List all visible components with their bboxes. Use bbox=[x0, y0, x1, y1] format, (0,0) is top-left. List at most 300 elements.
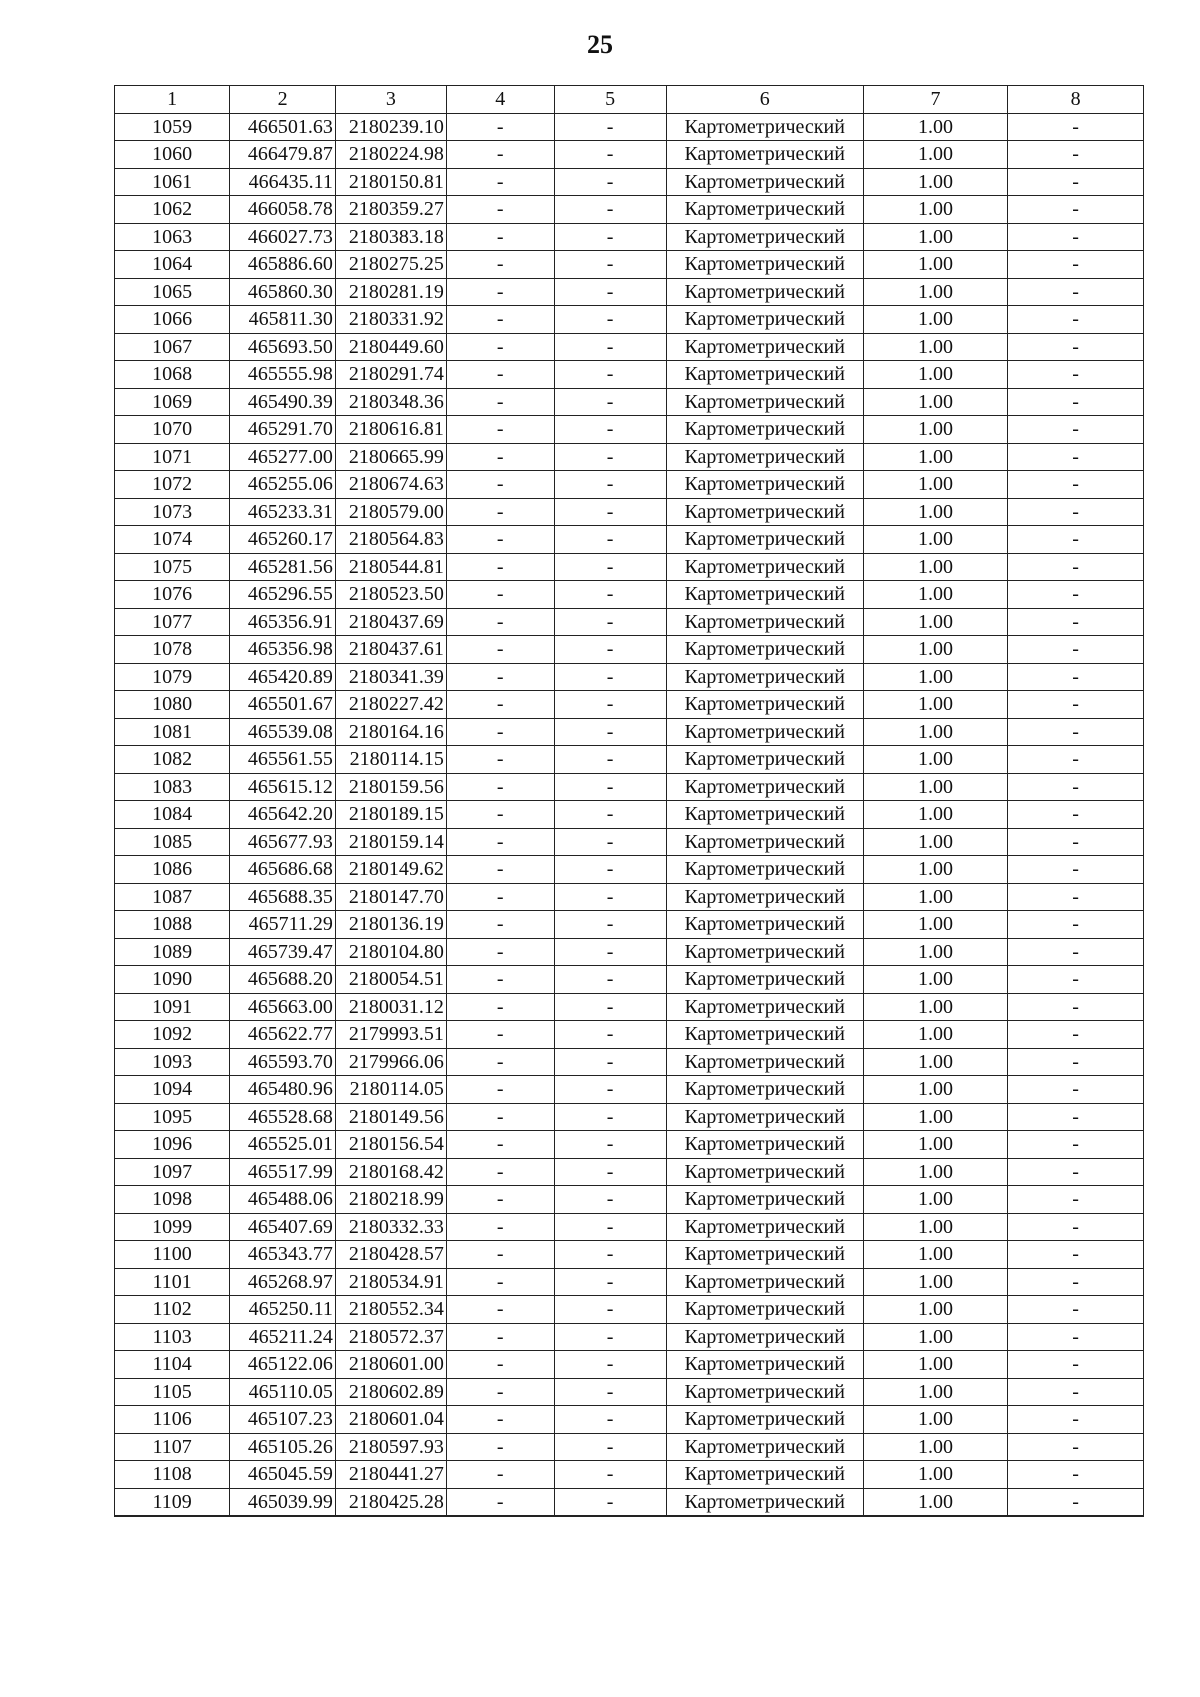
column-5-cell: - bbox=[554, 1488, 666, 1516]
y-coordinate-cell: 2180164.16 bbox=[335, 718, 446, 746]
column-8-cell: - bbox=[1008, 1213, 1144, 1241]
column-5-cell: - bbox=[554, 223, 666, 251]
method-cell: Картометрический bbox=[666, 1461, 863, 1489]
y-coordinate-cell: 2180341.39 bbox=[335, 663, 446, 691]
table-row bbox=[115, 1158, 1144, 1186]
column-8-cell: - bbox=[1008, 608, 1144, 636]
x-coordinate-cell: 465343.77 bbox=[230, 1241, 336, 1269]
table-row bbox=[115, 856, 1144, 884]
column-8-cell: - bbox=[1008, 168, 1144, 196]
y-coordinate-cell: 2180534.91 bbox=[335, 1268, 446, 1296]
x-coordinate-cell: 465110.05 bbox=[230, 1378, 336, 1406]
x-coordinate-cell: 466501.63 bbox=[230, 113, 336, 141]
y-coordinate-cell: 2180437.69 bbox=[335, 608, 446, 636]
point-number-cell: 1071 bbox=[115, 443, 230, 471]
point-number-cell: 1090 bbox=[115, 966, 230, 994]
column-5-cell: - bbox=[554, 333, 666, 361]
header-cell-7: 7 bbox=[863, 86, 1007, 114]
column-5-cell: - bbox=[554, 663, 666, 691]
method-cell: Картометрический bbox=[666, 1186, 863, 1214]
accuracy-cell: 1.00 bbox=[863, 1241, 1007, 1269]
column-8-cell: - bbox=[1008, 883, 1144, 911]
x-coordinate-cell: 465739.47 bbox=[230, 938, 336, 966]
column-4-cell: - bbox=[446, 196, 554, 224]
accuracy-cell: 1.00 bbox=[863, 636, 1007, 664]
y-coordinate-cell: 2180544.81 bbox=[335, 553, 446, 581]
point-number-cell: 1099 bbox=[115, 1213, 230, 1241]
accuracy-cell: 1.00 bbox=[863, 526, 1007, 554]
accuracy-cell: 1.00 bbox=[863, 581, 1007, 609]
column-4-cell: - bbox=[446, 663, 554, 691]
table-row bbox=[115, 663, 1144, 691]
table-row bbox=[115, 1241, 1144, 1269]
table-row bbox=[115, 113, 1144, 141]
x-coordinate-cell: 465233.31 bbox=[230, 498, 336, 526]
column-5-cell: - bbox=[554, 581, 666, 609]
column-5-cell: - bbox=[554, 966, 666, 994]
column-8-cell: - bbox=[1008, 1241, 1144, 1269]
accuracy-cell: 1.00 bbox=[863, 663, 1007, 691]
table-row bbox=[115, 718, 1144, 746]
column-5-cell: - bbox=[554, 828, 666, 856]
accuracy-cell: 1.00 bbox=[863, 388, 1007, 416]
accuracy-cell: 1.00 bbox=[863, 828, 1007, 856]
table-row bbox=[115, 911, 1144, 939]
accuracy-cell: 1.00 bbox=[863, 168, 1007, 196]
column-5-cell: - bbox=[554, 388, 666, 416]
column-4-cell: - bbox=[446, 581, 554, 609]
column-4-cell: - bbox=[446, 1076, 554, 1104]
column-5-cell: - bbox=[554, 911, 666, 939]
method-cell: Картометрический bbox=[666, 636, 863, 664]
accuracy-cell: 1.00 bbox=[863, 746, 1007, 774]
column-8-cell: - bbox=[1008, 416, 1144, 444]
x-coordinate-cell: 465539.08 bbox=[230, 718, 336, 746]
column-8-cell: - bbox=[1008, 1268, 1144, 1296]
header-cell-2: 2 bbox=[230, 86, 336, 114]
column-8-cell: - bbox=[1008, 1488, 1144, 1516]
x-coordinate-cell: 465561.55 bbox=[230, 746, 336, 774]
y-coordinate-cell: 2180674.63 bbox=[335, 471, 446, 499]
table-row bbox=[115, 773, 1144, 801]
column-5-cell: - bbox=[554, 883, 666, 911]
column-8-cell: - bbox=[1008, 526, 1144, 554]
y-coordinate-cell: 2180428.57 bbox=[335, 1241, 446, 1269]
column-4-cell: - bbox=[446, 443, 554, 471]
accuracy-cell: 1.00 bbox=[863, 691, 1007, 719]
column-8-cell: - bbox=[1008, 828, 1144, 856]
point-number-cell: 1076 bbox=[115, 581, 230, 609]
point-number-cell: 1087 bbox=[115, 883, 230, 911]
column-5-cell: - bbox=[554, 526, 666, 554]
column-5-cell: - bbox=[554, 1378, 666, 1406]
column-5-cell: - bbox=[554, 1021, 666, 1049]
column-4-cell: - bbox=[446, 223, 554, 251]
point-number-cell: 1059 bbox=[115, 113, 230, 141]
method-cell: Картометрический bbox=[666, 691, 863, 719]
accuracy-cell: 1.00 bbox=[863, 553, 1007, 581]
column-4-cell: - bbox=[446, 333, 554, 361]
column-4-cell: - bbox=[446, 526, 554, 554]
column-4-cell: - bbox=[446, 553, 554, 581]
column-8-cell: - bbox=[1008, 361, 1144, 389]
table-row bbox=[115, 1488, 1144, 1516]
x-coordinate-cell: 466479.87 bbox=[230, 141, 336, 169]
y-coordinate-cell: 2180156.54 bbox=[335, 1131, 446, 1159]
point-number-cell: 1072 bbox=[115, 471, 230, 499]
x-coordinate-cell: 465688.20 bbox=[230, 966, 336, 994]
column-4-cell: - bbox=[446, 718, 554, 746]
point-number-cell: 1103 bbox=[115, 1323, 230, 1351]
point-number-cell: 1073 bbox=[115, 498, 230, 526]
method-cell: Картометрический bbox=[666, 801, 863, 829]
method-cell: Картометрический bbox=[666, 993, 863, 1021]
point-number-cell: 1080 bbox=[115, 691, 230, 719]
table-row bbox=[115, 1131, 1144, 1159]
column-8-cell: - bbox=[1008, 718, 1144, 746]
x-coordinate-cell: 465250.11 bbox=[230, 1296, 336, 1324]
y-coordinate-cell: 2179993.51 bbox=[335, 1021, 446, 1049]
method-cell: Картометрический bbox=[666, 361, 863, 389]
point-number-cell: 1108 bbox=[115, 1461, 230, 1489]
y-coordinate-cell: 2180441.27 bbox=[335, 1461, 446, 1489]
point-number-cell: 1107 bbox=[115, 1433, 230, 1461]
point-number-cell: 1068 bbox=[115, 361, 230, 389]
column-5-cell: - bbox=[554, 1406, 666, 1434]
column-8-cell: - bbox=[1008, 801, 1144, 829]
y-coordinate-cell: 2180523.50 bbox=[335, 581, 446, 609]
accuracy-cell: 1.00 bbox=[863, 498, 1007, 526]
column-4-cell: - bbox=[446, 1048, 554, 1076]
accuracy-cell: 1.00 bbox=[863, 361, 1007, 389]
column-5-cell: - bbox=[554, 553, 666, 581]
accuracy-cell: 1.00 bbox=[863, 1186, 1007, 1214]
header-cell-1: 1 bbox=[115, 86, 230, 114]
y-coordinate-cell: 2180054.51 bbox=[335, 966, 446, 994]
table-row bbox=[115, 361, 1144, 389]
table-row bbox=[115, 223, 1144, 251]
column-4-cell: - bbox=[446, 1021, 554, 1049]
table-row bbox=[115, 1323, 1144, 1351]
accuracy-cell: 1.00 bbox=[863, 306, 1007, 334]
x-coordinate-cell: 466058.78 bbox=[230, 196, 336, 224]
column-4-cell: - bbox=[446, 361, 554, 389]
y-coordinate-cell: 2180348.36 bbox=[335, 388, 446, 416]
method-cell: Картометрический bbox=[666, 1433, 863, 1461]
x-coordinate-cell: 465291.70 bbox=[230, 416, 336, 444]
table-row bbox=[115, 1406, 1144, 1434]
column-5-cell: - bbox=[554, 1158, 666, 1186]
column-4-cell: - bbox=[446, 856, 554, 884]
y-coordinate-cell: 2180168.42 bbox=[335, 1158, 446, 1186]
method-cell: Картометрический bbox=[666, 416, 863, 444]
table-row bbox=[115, 883, 1144, 911]
table-row bbox=[115, 168, 1144, 196]
point-number-cell: 1060 bbox=[115, 141, 230, 169]
column-4-cell: - bbox=[446, 1296, 554, 1324]
column-5-cell: - bbox=[554, 691, 666, 719]
column-4-cell: - bbox=[446, 1461, 554, 1489]
accuracy-cell: 1.00 bbox=[863, 1268, 1007, 1296]
x-coordinate-cell: 465211.24 bbox=[230, 1323, 336, 1351]
y-coordinate-cell: 2180227.42 bbox=[335, 691, 446, 719]
y-coordinate-cell: 2180291.74 bbox=[335, 361, 446, 389]
point-number-cell: 1094 bbox=[115, 1076, 230, 1104]
table-header bbox=[115, 86, 1144, 114]
y-coordinate-cell: 2180359.27 bbox=[335, 196, 446, 224]
column-5-cell: - bbox=[554, 636, 666, 664]
column-5-cell: - bbox=[554, 718, 666, 746]
method-cell: Картометрический bbox=[666, 1351, 863, 1379]
column-5-cell: - bbox=[554, 361, 666, 389]
x-coordinate-cell: 465488.06 bbox=[230, 1186, 336, 1214]
column-5-cell: - bbox=[554, 113, 666, 141]
x-coordinate-cell: 465122.06 bbox=[230, 1351, 336, 1379]
column-8-cell: - bbox=[1008, 471, 1144, 499]
accuracy-cell: 1.00 bbox=[863, 1296, 1007, 1324]
method-cell: Картометрический bbox=[666, 196, 863, 224]
table-row bbox=[115, 416, 1144, 444]
column-5-cell: - bbox=[554, 471, 666, 499]
y-coordinate-cell: 2180331.92 bbox=[335, 306, 446, 334]
table-row bbox=[115, 196, 1144, 224]
y-coordinate-cell: 2180281.19 bbox=[335, 278, 446, 306]
method-cell: Картометрический bbox=[666, 746, 863, 774]
accuracy-cell: 1.00 bbox=[863, 471, 1007, 499]
x-coordinate-cell: 465039.99 bbox=[230, 1488, 336, 1516]
column-8-cell: - bbox=[1008, 1378, 1144, 1406]
y-coordinate-cell: 2180136.19 bbox=[335, 911, 446, 939]
y-coordinate-cell: 2180579.00 bbox=[335, 498, 446, 526]
point-number-cell: 1092 bbox=[115, 1021, 230, 1049]
x-coordinate-cell: 465686.68 bbox=[230, 856, 336, 884]
header-cell-3: 3 bbox=[335, 86, 446, 114]
accuracy-cell: 1.00 bbox=[863, 883, 1007, 911]
point-number-cell: 1075 bbox=[115, 553, 230, 581]
y-coordinate-cell: 2180031.12 bbox=[335, 993, 446, 1021]
table-row bbox=[115, 938, 1144, 966]
column-4-cell: - bbox=[446, 938, 554, 966]
accuracy-cell: 1.00 bbox=[863, 416, 1007, 444]
column-4-cell: - bbox=[446, 746, 554, 774]
method-cell: Картометрический bbox=[666, 443, 863, 471]
table-row bbox=[115, 1461, 1144, 1489]
x-coordinate-cell: 466027.73 bbox=[230, 223, 336, 251]
column-5-cell: - bbox=[554, 1323, 666, 1351]
column-8-cell: - bbox=[1008, 746, 1144, 774]
table-row bbox=[115, 251, 1144, 279]
accuracy-cell: 1.00 bbox=[863, 1103, 1007, 1131]
column-4-cell: - bbox=[446, 1186, 554, 1214]
method-cell: Картометрический bbox=[666, 471, 863, 499]
y-coordinate-cell: 2180104.80 bbox=[335, 938, 446, 966]
accuracy-cell: 1.00 bbox=[863, 278, 1007, 306]
column-4-cell: - bbox=[446, 1131, 554, 1159]
table-row bbox=[115, 1213, 1144, 1241]
point-number-cell: 1096 bbox=[115, 1131, 230, 1159]
accuracy-cell: 1.00 bbox=[863, 1131, 1007, 1159]
method-cell: Картометрический bbox=[666, 553, 863, 581]
point-number-cell: 1082 bbox=[115, 746, 230, 774]
column-4-cell: - bbox=[446, 113, 554, 141]
method-cell: Картометрический bbox=[666, 1323, 863, 1351]
x-coordinate-cell: 465642.20 bbox=[230, 801, 336, 829]
y-coordinate-cell: 2180383.18 bbox=[335, 223, 446, 251]
header-cell-5: 5 bbox=[554, 86, 666, 114]
column-4-cell: - bbox=[446, 471, 554, 499]
accuracy-cell: 1.00 bbox=[863, 333, 1007, 361]
accuracy-cell: 1.00 bbox=[863, 1461, 1007, 1489]
x-coordinate-cell: 465255.06 bbox=[230, 471, 336, 499]
column-5-cell: - bbox=[554, 773, 666, 801]
accuracy-cell: 1.00 bbox=[863, 608, 1007, 636]
y-coordinate-cell: 2180150.81 bbox=[335, 168, 446, 196]
x-coordinate-cell: 465693.50 bbox=[230, 333, 336, 361]
method-cell: Картометрический bbox=[666, 168, 863, 196]
x-coordinate-cell: 465886.60 bbox=[230, 251, 336, 279]
x-coordinate-cell: 465711.29 bbox=[230, 911, 336, 939]
method-cell: Картометрический bbox=[666, 278, 863, 306]
column-4-cell: - bbox=[446, 828, 554, 856]
y-coordinate-cell: 2180149.62 bbox=[335, 856, 446, 884]
accuracy-cell: 1.00 bbox=[863, 801, 1007, 829]
x-coordinate-cell: 465045.59 bbox=[230, 1461, 336, 1489]
method-cell: Картометрический bbox=[666, 388, 863, 416]
y-coordinate-cell: 2180616.81 bbox=[335, 416, 446, 444]
method-cell: Картометрический bbox=[666, 113, 863, 141]
column-4-cell: - bbox=[446, 498, 554, 526]
column-4-cell: - bbox=[446, 801, 554, 829]
point-number-cell: 1102 bbox=[115, 1296, 230, 1324]
method-cell: Картометрический bbox=[666, 938, 863, 966]
column-8-cell: - bbox=[1008, 223, 1144, 251]
method-cell: Картометрический bbox=[666, 663, 863, 691]
column-4-cell: - bbox=[446, 278, 554, 306]
point-number-cell: 1083 bbox=[115, 773, 230, 801]
point-number-cell: 1070 bbox=[115, 416, 230, 444]
column-8-cell: - bbox=[1008, 196, 1144, 224]
accuracy-cell: 1.00 bbox=[863, 1021, 1007, 1049]
page-number: 25 bbox=[587, 30, 613, 59]
x-coordinate-cell: 465525.01 bbox=[230, 1131, 336, 1159]
column-8-cell: - bbox=[1008, 1323, 1144, 1351]
table-row bbox=[115, 1186, 1144, 1214]
x-coordinate-cell: 465356.91 bbox=[230, 608, 336, 636]
column-8-cell: - bbox=[1008, 581, 1144, 609]
point-number-cell: 1105 bbox=[115, 1378, 230, 1406]
y-coordinate-cell: 2180114.15 bbox=[335, 746, 446, 774]
column-8-cell: - bbox=[1008, 553, 1144, 581]
point-number-cell: 1097 bbox=[115, 1158, 230, 1186]
accuracy-cell: 1.00 bbox=[863, 1323, 1007, 1351]
accuracy-cell: 1.00 bbox=[863, 251, 1007, 279]
x-coordinate-cell: 465490.39 bbox=[230, 388, 336, 416]
column-8-cell: - bbox=[1008, 1021, 1144, 1049]
table-row bbox=[115, 1351, 1144, 1379]
method-cell: Картометрический bbox=[666, 883, 863, 911]
y-coordinate-cell: 2180218.99 bbox=[335, 1186, 446, 1214]
method-cell: Картометрический bbox=[666, 1378, 863, 1406]
column-4-cell: - bbox=[446, 691, 554, 719]
y-coordinate-cell: 2180149.56 bbox=[335, 1103, 446, 1131]
point-number-cell: 1086 bbox=[115, 856, 230, 884]
accuracy-cell: 1.00 bbox=[863, 1076, 1007, 1104]
header-cell-8: 8 bbox=[1008, 86, 1144, 114]
point-number-cell: 1069 bbox=[115, 388, 230, 416]
method-cell: Картометрический bbox=[666, 1131, 863, 1159]
method-cell: Картометрический bbox=[666, 1241, 863, 1269]
point-number-cell: 1062 bbox=[115, 196, 230, 224]
point-number-cell: 1089 bbox=[115, 938, 230, 966]
table-row bbox=[115, 553, 1144, 581]
column-5-cell: - bbox=[554, 278, 666, 306]
x-coordinate-cell: 465860.30 bbox=[230, 278, 336, 306]
point-number-cell: 1081 bbox=[115, 718, 230, 746]
accuracy-cell: 1.00 bbox=[863, 938, 1007, 966]
y-coordinate-cell: 2180564.83 bbox=[335, 526, 446, 554]
x-coordinate-cell: 465517.99 bbox=[230, 1158, 336, 1186]
column-8-cell: - bbox=[1008, 993, 1144, 1021]
point-number-cell: 1100 bbox=[115, 1241, 230, 1269]
column-4-cell: - bbox=[446, 1158, 554, 1186]
column-5-cell: - bbox=[554, 801, 666, 829]
column-5-cell: - bbox=[554, 1296, 666, 1324]
table-row bbox=[115, 498, 1144, 526]
point-number-cell: 1064 bbox=[115, 251, 230, 279]
point-number-cell: 1109 bbox=[115, 1488, 230, 1516]
x-coordinate-cell: 465593.70 bbox=[230, 1048, 336, 1076]
column-8-cell: - bbox=[1008, 1103, 1144, 1131]
column-5-cell: - bbox=[554, 938, 666, 966]
column-4-cell: - bbox=[446, 1378, 554, 1406]
accuracy-cell: 1.00 bbox=[863, 443, 1007, 471]
method-cell: Картометрический bbox=[666, 1158, 863, 1186]
point-number-cell: 1098 bbox=[115, 1186, 230, 1214]
column-5-cell: - bbox=[554, 1048, 666, 1076]
table-row bbox=[115, 1268, 1144, 1296]
method-cell: Картометрический bbox=[666, 718, 863, 746]
point-number-cell: 1104 bbox=[115, 1351, 230, 1379]
accuracy-cell: 1.00 bbox=[863, 1406, 1007, 1434]
column-8-cell: - bbox=[1008, 1048, 1144, 1076]
method-cell: Картометрический bbox=[666, 223, 863, 251]
column-8-cell: - bbox=[1008, 663, 1144, 691]
column-8-cell: - bbox=[1008, 498, 1144, 526]
column-5-cell: - bbox=[554, 1241, 666, 1269]
column-4-cell: - bbox=[446, 993, 554, 1021]
point-number-cell: 1088 bbox=[115, 911, 230, 939]
coordinates-table bbox=[114, 85, 1144, 1517]
method-cell: Картометрический bbox=[666, 1488, 863, 1516]
accuracy-cell: 1.00 bbox=[863, 223, 1007, 251]
y-coordinate-cell: 2180425.28 bbox=[335, 1488, 446, 1516]
method-cell: Картометрический bbox=[666, 773, 863, 801]
column-8-cell: - bbox=[1008, 1131, 1144, 1159]
column-4-cell: - bbox=[446, 636, 554, 664]
accuracy-cell: 1.00 bbox=[863, 773, 1007, 801]
table-row bbox=[115, 388, 1144, 416]
column-4-cell: - bbox=[446, 251, 554, 279]
method-cell: Картометрический bbox=[666, 1406, 863, 1434]
accuracy-cell: 1.00 bbox=[863, 856, 1007, 884]
table-row bbox=[115, 828, 1144, 856]
table-row bbox=[115, 1103, 1144, 1131]
column-8-cell: - bbox=[1008, 1351, 1144, 1379]
y-coordinate-cell: 2180189.15 bbox=[335, 801, 446, 829]
header-cell-6: 6 bbox=[666, 86, 863, 114]
accuracy-cell: 1.00 bbox=[863, 718, 1007, 746]
accuracy-cell: 1.00 bbox=[863, 1213, 1007, 1241]
